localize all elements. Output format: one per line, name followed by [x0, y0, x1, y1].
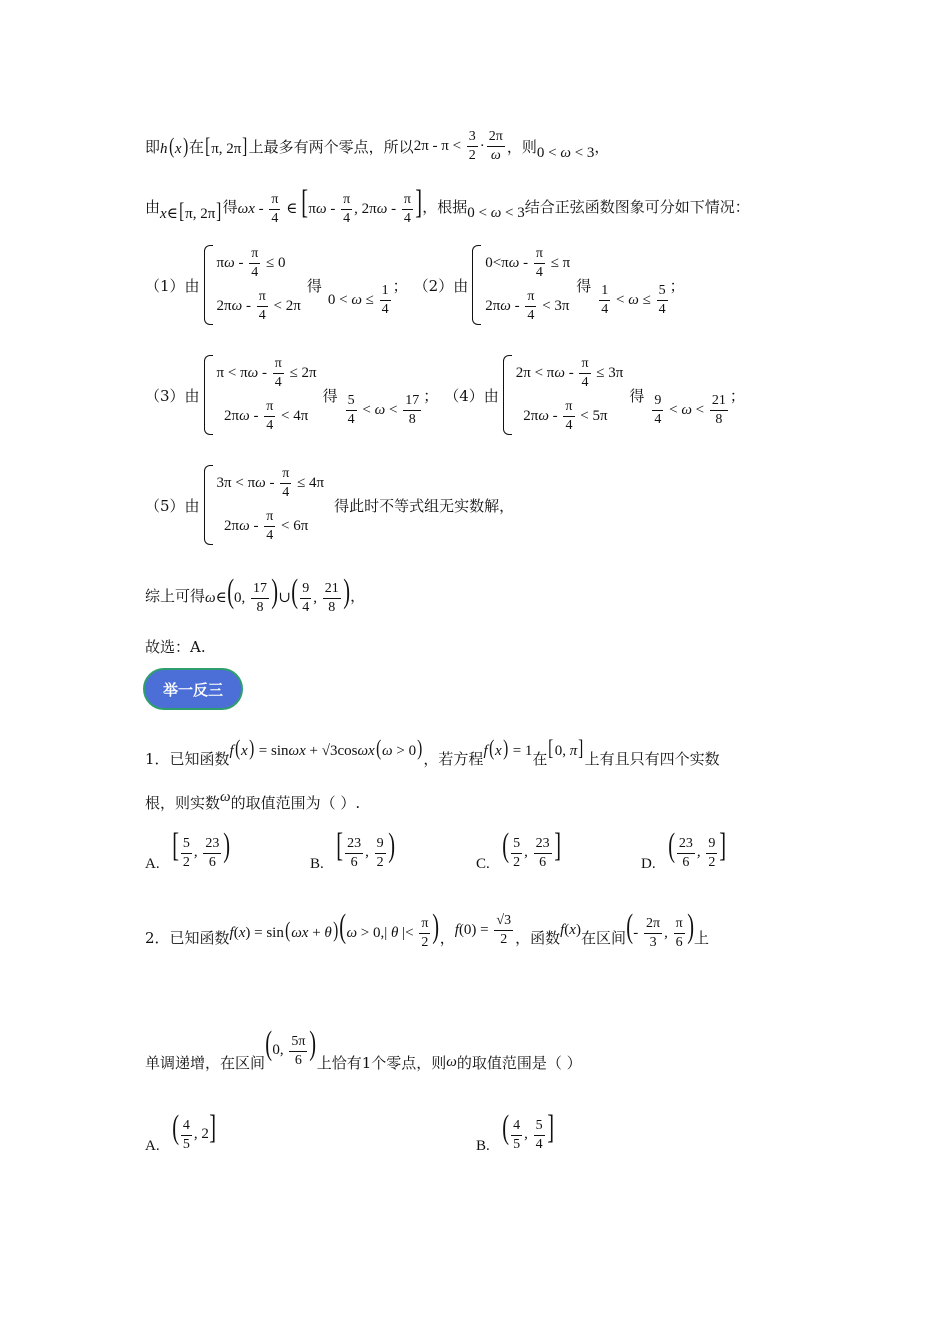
q2-line-2	[145, 1022, 582, 1073]
case-1-result: 0 < ω ≤ $\frac{1}{4}$	[327, 282, 389, 317]
text-ze: ，则	[506, 138, 537, 156]
q1-option-d-label: D.	[641, 856, 656, 872]
q1-option-c[interactable]	[476, 826, 561, 873]
q2-line2-c: 的取值范围是（ ）	[456, 1054, 582, 1072]
q2-option-a-label: A.	[145, 1138, 160, 1154]
summary-line	[145, 575, 365, 615]
summary-end: ，	[350, 586, 366, 605]
case-2-label: （2）由	[413, 276, 469, 295]
case-1-system: πω - $\frac{\pi}{4}$ ≤ 0 2πω - $\frac{\pi}{4}$ < 2π	[204, 245, 301, 325]
q2-interval-1: (- $\frac{2\pi}{3}$ , $\frac{\pi}{6}$ )	[626, 908, 694, 951]
summary-math: ω∈(0, $\frac{17}{8}$ )∪( $\frac{9}{4}$ , $\frac{21}{8}$ )	[205, 573, 350, 616]
math-ineq-period: 2π - π < $\frac{3}{2}$ · $\frac{2\pi}{\omega}$	[413, 129, 503, 163]
q1-option-a-value: [ $\frac{5}{2}$ , $\frac{23}{6}$ )	[171, 827, 231, 870]
q1-option-b-label: B.	[310, 856, 324, 872]
q1-number: 1．已知函数	[145, 750, 230, 768]
case-2-end: ；	[669, 276, 685, 295]
cases-3-4	[145, 355, 745, 435]
math-omega-range: 0 < ω < 3	[536, 145, 595, 161]
case-5-text: 得此时不等式组无实数解，	[334, 496, 515, 515]
q1-tail: 上有且只有四个实数	[584, 750, 720, 768]
q2-option-b[interactable]	[476, 1108, 554, 1155]
case-1-de: 得	[306, 276, 322, 295]
case-2-de: 得	[576, 276, 592, 295]
case-3-de: 得	[322, 386, 338, 405]
q1-zai: 在	[532, 750, 548, 768]
q1-line-2	[145, 789, 361, 813]
q2-line-1	[145, 910, 709, 950]
q2-comma: ，	[439, 928, 455, 947]
q1-option-b[interactable]	[310, 826, 395, 873]
q1-line-1	[145, 728, 720, 769]
q1-function: f(x) = sinωx + √3cosωx(ω > 0)	[229, 735, 423, 760]
text-zero-points: 上最多有两个零点，所以	[248, 138, 414, 156]
q1-option-d[interactable]	[641, 826, 727, 873]
case-4-label: （4）由	[444, 386, 499, 405]
q1-mid: ，若方程	[423, 750, 484, 768]
q2-interval-text: 在区间	[580, 928, 626, 947]
case-5-system: 3π < πω - $\frac{\pi}{4}$ ≤ 4π 2πω - $\frac{\pi}{4}$ < 6π	[204, 465, 325, 545]
q1-equation: f(x) = 1	[483, 735, 533, 760]
q2-option-a-value: ( $\frac{4}{5}$ , 2]	[171, 1109, 216, 1152]
summary-text: 综上可得	[145, 586, 206, 605]
case-3-system: π < πω - $\frac{\pi}{4}$ ≤ 2π 2πω - $\frac{\pi}{4}$ < 4π	[204, 355, 317, 435]
q1-line2-text: 根，则实数	[145, 794, 221, 812]
case-3-result: $\frac{5}{4}$ < ω < $\frac{17}{8}$	[347, 392, 420, 427]
q2-omega: ω	[446, 1054, 457, 1070]
math-omega-range-2: 0 < ω < 3	[467, 204, 525, 221]
q1-option-a[interactable]	[145, 826, 231, 873]
q2-option-b-label: B.	[476, 1138, 490, 1154]
case-1-end: ；	[392, 276, 408, 295]
q1-option-a-label: A.	[145, 856, 160, 872]
text-cases: 结合正弦函数图象可分如下情况：	[524, 197, 750, 216]
case-1-label: （1）由	[145, 276, 200, 295]
math-hx: h(x)	[160, 133, 188, 158]
q2-function: f(x) = sin(ωx + θ)(ω > 0,| θ |< $\frac{\pi}{2}$ )	[229, 908, 440, 951]
q2-option-a[interactable]	[145, 1108, 216, 1155]
text-ji: 即	[145, 138, 161, 156]
q1-option-c-label: C.	[476, 856, 490, 872]
text-de: 得	[222, 197, 238, 216]
case-5-label: （5）由	[145, 496, 200, 515]
line-1	[145, 130, 609, 163]
q2-up-text: 上	[694, 928, 710, 947]
text-genju: ，根据	[422, 197, 468, 216]
q2-line2-b: 上恰有1个零点，则	[316, 1054, 447, 1072]
q2-fx: f(x)	[560, 921, 581, 938]
case-2-system: 0<πω - $\frac{\pi}{4}$ ≤ π 2πω - $\frac{\pi}{4}$ < 3π	[472, 245, 570, 325]
case-2-result: $\frac{1}{4}$ < ω ≤ $\frac{5}{4}$	[601, 282, 666, 317]
math-interval-pi-2pi: [π, 2π]	[204, 133, 248, 158]
math-phase: ωx - $\frac{\pi}{4}$ ∈ [πω - $\frac{\pi}{4}$ , 2πω - $\frac{\pi}{4}$ ]	[237, 184, 422, 227]
section-badge: 举一反三	[143, 668, 243, 710]
case-4-result: $\frac{9}{4}$ < ω < $\frac{21}{8}$	[654, 392, 726, 427]
q2-line2-a: 单调递增，在区间	[145, 1054, 266, 1072]
text-comma: ，	[594, 138, 610, 156]
case-5	[145, 465, 514, 545]
q2-fn-text: ，函数	[515, 928, 561, 947]
answer-line	[145, 636, 206, 657]
q1-line2b-text: 的取值范围为（ ）.	[230, 794, 361, 812]
case-4-de: 得	[629, 386, 645, 405]
answer-text: 故选：A.	[145, 638, 206, 656]
line-2	[145, 186, 750, 226]
case-3-label: （3）由	[145, 386, 200, 405]
text-zai: 在	[188, 138, 204, 156]
math-x-in: x∈[π, 2π]	[160, 197, 222, 223]
q1-option-d-value: ( $\frac{23}{6}$ , $\frac{9}{2}$ ]	[667, 827, 727, 870]
q2-option-b-value: ( $\frac{4}{5}$ , $\frac{5}{4}$ ]	[502, 1109, 554, 1152]
case-3-end: ；	[423, 386, 439, 405]
case-4-system: 2π < πω - $\frac{\pi}{4}$ ≤ 3π 2πω - $\frac{\pi}{4}$ < 5π	[503, 355, 624, 435]
text-you: 由	[145, 197, 161, 216]
q1-option-b-value: [ $\frac{23}{6}$ , $\frac{9}{2}$ )	[336, 827, 395, 870]
q2-f0: f(0) = $\frac{√3}{2}$	[454, 912, 512, 947]
q1-omega: ω	[220, 789, 231, 805]
cases-1-2	[145, 245, 685, 325]
case-4-end: ；	[729, 386, 745, 405]
q1-interval: [0, π]	[548, 735, 584, 760]
q1-option-c-value: ( $\frac{5}{2}$ , $\frac{23}{6}$ ]	[502, 827, 561, 870]
q2-interval-2: (0, $\frac{5\pi}{6}$ )	[265, 1025, 317, 1068]
q2-number: 2．已知函数	[145, 928, 230, 947]
